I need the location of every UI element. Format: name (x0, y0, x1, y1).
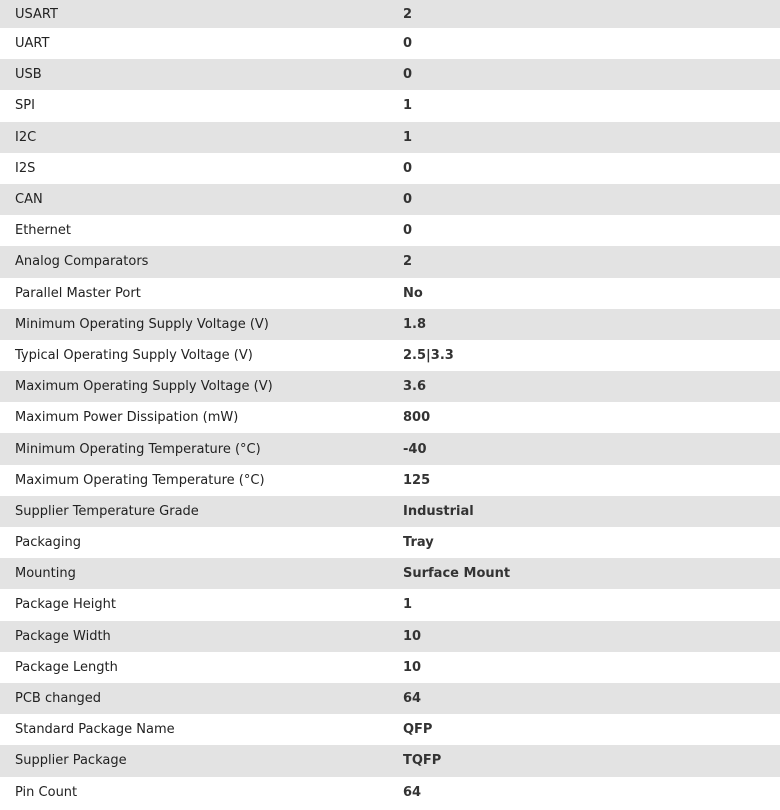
spec-name-cell: Package Width (15, 628, 111, 644)
spec-name-cell: Minimum Operating Supply Voltage (V) (15, 316, 269, 332)
spec-name-cell: Standard Package Name (15, 722, 175, 738)
spec-value-cell: 64 (403, 784, 422, 800)
table-row (0, 652, 780, 683)
spec-value-cell: 2.5|3.3 (403, 347, 454, 363)
table-row (0, 496, 780, 527)
spec-value-cell: 1 (403, 129, 413, 145)
table-row (0, 90, 780, 121)
spec-name-cell: Packaging (15, 535, 81, 551)
table-row (0, 153, 780, 184)
spec-value-cell: 10 (403, 659, 422, 675)
spec-name-cell: SPI (15, 98, 35, 114)
table-row (0, 215, 780, 246)
table-row (0, 683, 780, 714)
table-row (0, 371, 780, 402)
table-row (0, 777, 780, 808)
spec-name-cell: Analog Comparators (15, 254, 149, 270)
table-row (0, 184, 780, 215)
table-row (0, 246, 780, 277)
spec-value-cell: -40 (403, 441, 427, 457)
spec-name-cell: Supplier Temperature Grade (15, 503, 199, 519)
table-row (0, 745, 780, 776)
spec-name-cell: Typical Operating Supply Voltage (V) (15, 347, 253, 363)
table-row (0, 278, 780, 309)
spec-name-cell: USB (15, 67, 42, 83)
spec-value-cell: TQFP (403, 753, 442, 769)
spec-value-cell: 10 (403, 628, 422, 644)
spec-value-cell: 1.8 (403, 316, 427, 332)
spec-value-cell: QFP (403, 722, 433, 738)
spec-value-cell: 0 (403, 223, 413, 239)
table-row (0, 340, 780, 371)
spec-value-cell: Surface Mount (403, 566, 511, 582)
table-row (0, 558, 780, 589)
table-row (0, 28, 780, 59)
spec-name-cell: USART (15, 6, 58, 22)
table-row (0, 59, 780, 90)
table-row (0, 402, 780, 433)
table-row (0, 589, 780, 620)
spec-name-cell: Ethernet (15, 223, 71, 239)
spec-value-cell: Tray (403, 535, 434, 551)
table-row (0, 621, 780, 652)
spec-name-cell: I2S (15, 160, 36, 176)
spec-name-cell: UART (15, 36, 50, 52)
spec-name-cell: Maximum Power Dissipation (mW) (15, 410, 239, 426)
spec-value-cell: 0 (403, 192, 413, 208)
spec-name-cell: Supplier Package (15, 753, 127, 769)
spec-name-cell: I2C (15, 129, 37, 145)
spec-name-cell: CAN (15, 192, 43, 208)
spec-name-cell: Pin Count (15, 784, 78, 800)
spec-value-cell: 0 (403, 67, 413, 83)
spec-value-cell: 64 (403, 691, 422, 707)
spec-name-cell: Parallel Master Port (15, 285, 141, 301)
spec-name-cell: PCB changed (15, 691, 102, 707)
spec-value-cell: 125 (403, 472, 431, 488)
spec-name-cell: Mounting (15, 566, 76, 582)
table-row (0, 527, 780, 558)
spec-name-cell: Package Height (15, 597, 116, 613)
table-row (0, 0, 780, 28)
spec-value-cell: 2 (403, 254, 413, 270)
spec-name-cell: Package Length (15, 659, 118, 675)
spec-name-cell: Maximum Operating Temperature (°C) (15, 472, 265, 488)
spec-value-cell: 1 (403, 98, 413, 114)
spec-value-cell: 0 (403, 160, 413, 176)
spec-value-cell: 1 (403, 597, 413, 613)
table-row (0, 465, 780, 496)
spec-name-cell: Maximum Operating Supply Voltage (V) (15, 379, 273, 395)
spec-name-cell: Minimum Operating Temperature (°C) (15, 441, 261, 457)
spec-value-cell: 0 (403, 36, 413, 52)
spec-value-cell: 2 (403, 6, 413, 22)
spec-value-cell: Industrial (403, 503, 474, 519)
spec-value-cell: 800 (403, 410, 431, 426)
table-row (0, 309, 780, 340)
spec-value-cell: 3.6 (403, 379, 427, 395)
table-row (0, 122, 780, 153)
spec-value-cell: No (403, 285, 423, 301)
table-row (0, 433, 780, 464)
table-row (0, 714, 780, 745)
